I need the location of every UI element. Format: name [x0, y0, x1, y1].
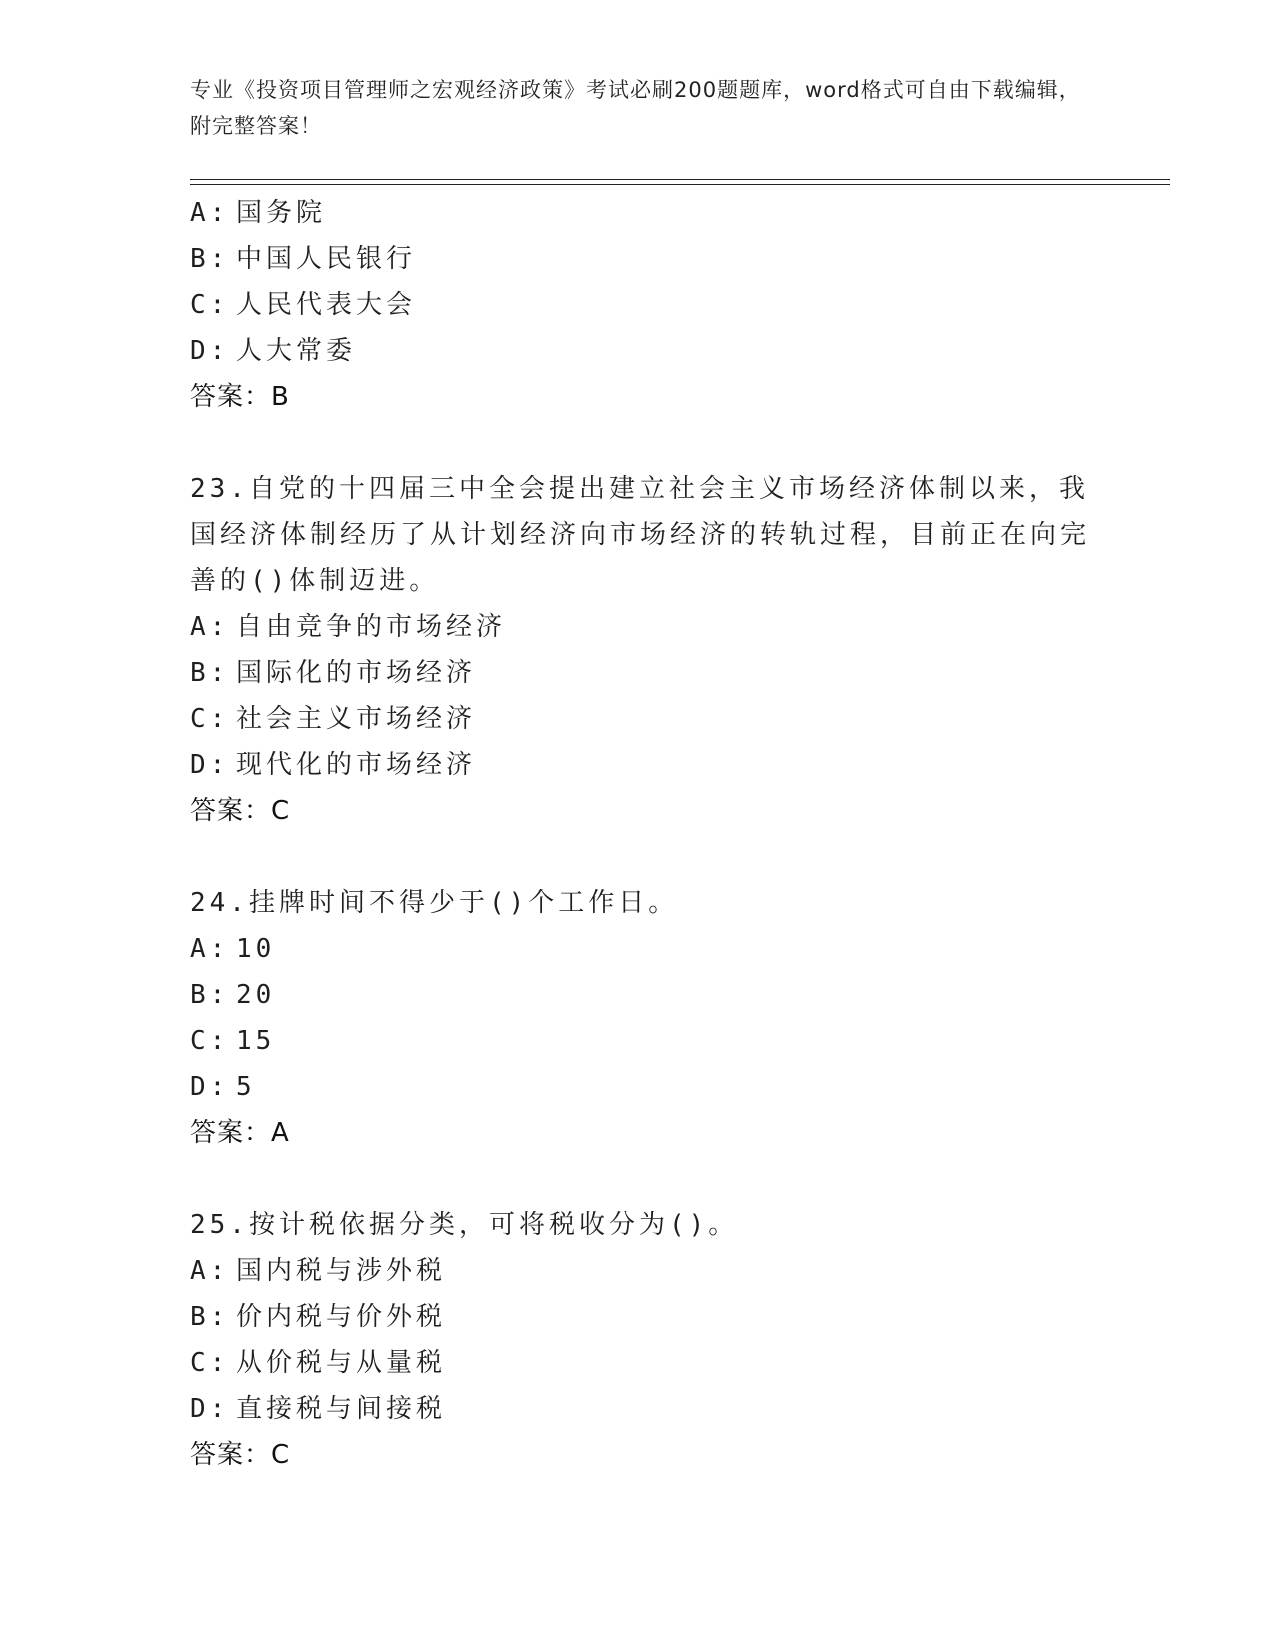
option-a	[190, 604, 1090, 650]
option-text: 社会主义市场经济	[236, 704, 477, 734]
option-b	[190, 650, 1090, 696]
option-letter: C:	[190, 704, 230, 734]
option-c	[190, 696, 1090, 742]
option-text: 价内税与价外税	[236, 1302, 447, 1332]
option-text: 直接税与间接税	[236, 1394, 447, 1424]
spacer	[190, 834, 1090, 880]
option-letter: D:	[190, 336, 230, 366]
option-letter: A:	[190, 198, 230, 228]
option-letter: A:	[190, 612, 230, 642]
option-a	[190, 190, 1090, 236]
option-d	[190, 742, 1090, 788]
option-a	[190, 1248, 1090, 1294]
header-divider-bottom	[190, 184, 1170, 185]
option-letter: D:	[190, 1072, 230, 1102]
option-b	[190, 1294, 1090, 1340]
option-letter: B:	[190, 980, 230, 1010]
option-c	[190, 282, 1090, 328]
option-letter: A:	[190, 1256, 230, 1286]
option-letter: B:	[190, 244, 230, 274]
option-d	[190, 1064, 1090, 1110]
document-header: 专业《投资项目管理师之宏观经济政策》考试必刷200题题库，word格式可自由下载编辑，附完整答案！	[190, 78, 1081, 138]
option-text: 自由竞争的市场经济	[236, 612, 507, 642]
option-text: 中国人民银行	[236, 244, 417, 274]
option-text: 从价税与从量税	[236, 1348, 447, 1378]
option-text: 10	[236, 934, 276, 964]
option-text: 20	[236, 980, 276, 1010]
option-letter: C:	[190, 1026, 230, 1056]
option-text: 国内税与涉外税	[236, 1256, 447, 1286]
spacer	[190, 420, 1090, 466]
option-b	[190, 972, 1090, 1018]
option-letter: B:	[190, 658, 230, 688]
option-d	[190, 328, 1090, 374]
question-list	[190, 190, 1090, 1478]
answer-line: 答案：C	[190, 796, 291, 826]
option-text: 15	[236, 1026, 276, 1056]
question-22	[190, 190, 1090, 420]
option-text: 人大常委	[236, 336, 357, 366]
option-letter: D:	[190, 750, 230, 780]
option-c	[190, 1340, 1090, 1386]
option-letter: D:	[190, 1394, 230, 1424]
option-text: 5	[236, 1072, 256, 1102]
spacer	[190, 1156, 1090, 1202]
option-b	[190, 236, 1090, 282]
answer-line: 答案：B	[190, 382, 290, 412]
question-23	[190, 466, 1090, 834]
option-d	[190, 1386, 1090, 1432]
question-24	[190, 880, 1090, 1156]
option-letter: A:	[190, 934, 230, 964]
option-letter: C:	[190, 290, 230, 320]
option-letter: B:	[190, 1302, 230, 1332]
option-text: 人民代表大会	[236, 290, 417, 320]
question-25	[190, 1202, 1090, 1478]
option-text: 现代化的市场经济	[236, 750, 477, 780]
option-text: 国际化的市场经济	[236, 658, 477, 688]
question-text: 24.挂牌时间不得少于()个工作日。	[190, 888, 679, 918]
question-text: 25.按计税依据分类，可将税收分为()。	[190, 1210, 739, 1240]
option-a	[190, 926, 1090, 972]
answer-line: 答案：C	[190, 1440, 291, 1470]
option-c	[190, 1018, 1090, 1064]
header-divider-top	[190, 179, 1170, 180]
option-text: 国务院	[236, 198, 327, 228]
answer-line: 答案：A	[190, 1118, 290, 1148]
option-letter: C:	[190, 1348, 230, 1378]
question-text: 23.自党的十四届三中全会提出建立社会主义市场经济体制以来，我国经济体制经历了从计划经济向市场经济的转轨过程，目前正在向完善的()体制迈进。	[190, 474, 1091, 596]
